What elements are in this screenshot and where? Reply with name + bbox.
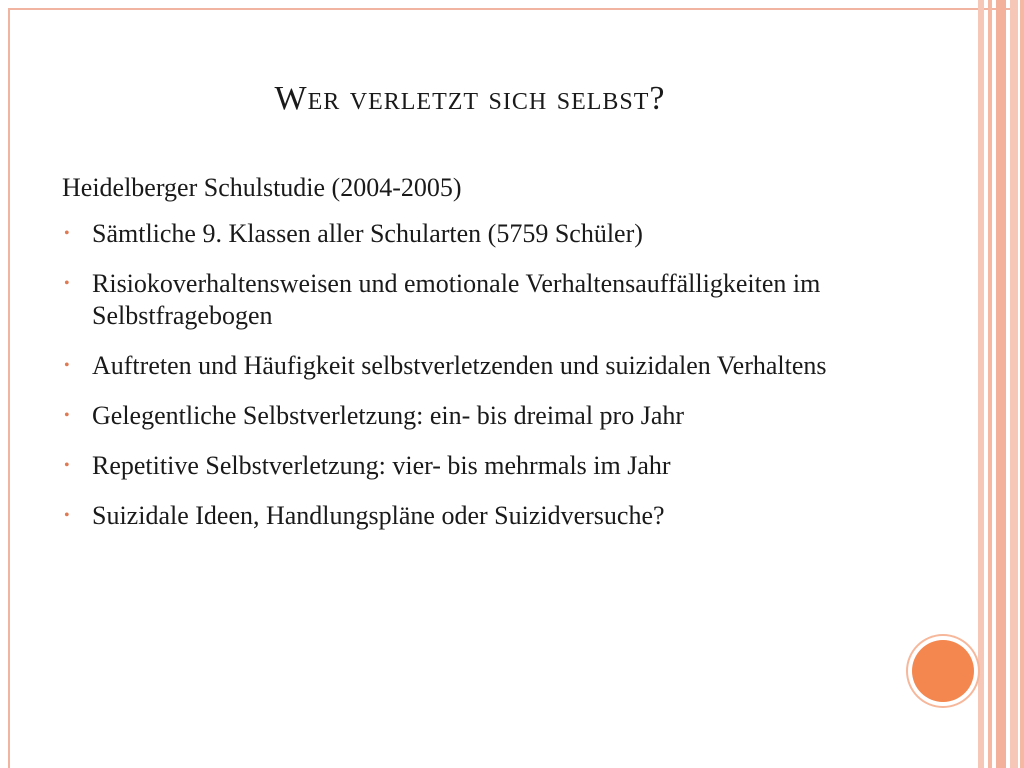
decorative-stripe — [988, 0, 992, 768]
bullet-icon: • — [64, 357, 70, 374]
slide-title: Wer verletzt sich selbst? — [274, 80, 666, 117]
list-item — [62, 218, 922, 250]
bullet-icon: • — [64, 225, 70, 242]
intro-text: Heidelberger Schulstudie (2004-2005) — [62, 173, 462, 202]
list-item-text: Risiokoverhaltensweisen und emotionale Verhaltensauffälligkeiten im Selbstfragebogen — [92, 269, 821, 330]
accent-circle-decoration — [912, 640, 974, 702]
list-item — [62, 500, 922, 532]
decorative-stripe — [996, 0, 1006, 768]
bullet-icon: • — [64, 407, 70, 424]
list-item — [62, 400, 922, 432]
list-item-text: Auftreten und Häufigkeit selbstverletzenden und suizidalen Verhaltens — [92, 351, 827, 380]
list-item-text: Sämtliche 9. Klassen aller Schularten (5759 Schüler) — [92, 219, 643, 248]
bullet-icon: • — [64, 507, 70, 524]
list-item-text: Repetitive Selbstverletzung: vier- bis mehrmals im Jahr — [92, 451, 671, 480]
slide-content — [62, 172, 922, 550]
list-item — [62, 268, 922, 332]
decorative-stripe — [1010, 0, 1018, 768]
decorative-stripe — [978, 0, 984, 768]
list-item-text: Gelegentliche Selbstverletzung: ein- bis dreimal pro Jahr — [92, 401, 685, 430]
bullet-list — [62, 218, 922, 532]
bullet-icon: • — [64, 457, 70, 474]
list-item-text: Suizidale Ideen, Handlungspläne oder Suizidversuche? — [92, 501, 665, 530]
list-item — [62, 450, 922, 482]
list-item — [62, 350, 922, 382]
bullet-icon: • — [64, 275, 70, 292]
decorative-stripe — [1020, 0, 1024, 768]
